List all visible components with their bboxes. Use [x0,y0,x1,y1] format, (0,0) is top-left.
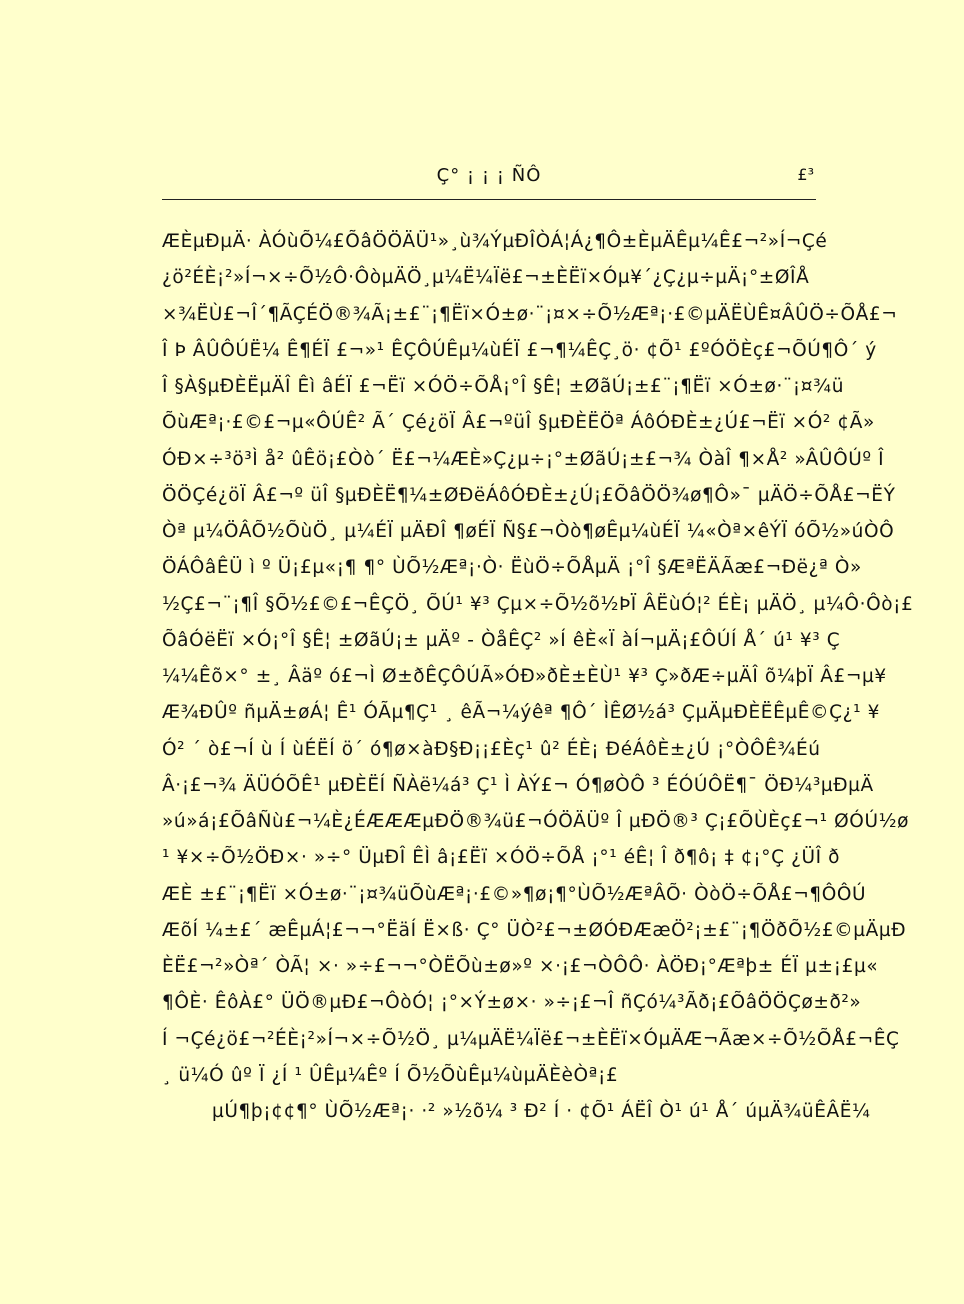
page-number: £³ [797,165,814,184]
text-line: ¶ÔÈ· ÊôÀ£° ÜÖ®µÐ£¬ÔòÓ¦ ¡°×Ý±ø×· »÷¡£¬Î ñÇó¼³Ãð¡£ÕâÖÖÇø±ð²» [162,992,862,1014]
text-line: Î §À§µÐÈËµÄÎ Êì âÉÏ £¬Ëï ×ÓÖ÷ÕÅ¡°Î §Ê¦ ±ØãÚ¡±£¨¡¶Ëï ×Ó±ø·¨¡¤¾ü [162,376,845,397]
text-line: Î Þ ÂÛÔÚË¼ Ê¶ÉÏ £¬»¹ ÊÇÔÚÊµ¼ùÉÏ £¬¶¼ÊÇ¸ö· ¢Õ¹ £ºÓÖÈç£¬ÕÚ¶Ô´ ý [162,339,877,361]
text-line: »ú»á¡£ÕâÑù£¬¼È¿ÉÆÆÆµÐÖ®¾ü£¬ÓÖÄÜº Î µÐÖ®³ Ç¡£ÕÙÈç£¬¹ ØÓÚ½ø [162,811,910,832]
text-line: ¹ ¥×÷Õ½ÖÐ×· »÷° ÜµÐÎ ÊÌ â¡£Ëï ×ÓÖ÷ÕÅ ¡°¹ éÊ¦ Î ð¶ô¡ ‡ ¢¡°Ç ¿ÜÎ ð [162,847,841,869]
text-line: Í ¬Çé¿ö£¬²ÉÈ¡²»Í¬×÷Õ½Ö¸ µ¼µÄË¼Ïë£¬±ÈËï×ÓµÄÆ¬Ãæ×÷Õ½ÕÅ£¬ÊÇ [162,1028,900,1050]
paragraph-start-line: µÚ¶þ¡¢¢¶° ÙÕ½Æª¡· ·² »½õ¼ ³ Ð² Í · ¢Õ¹ ÁËÎ Ò¹ ú¹ Å´ úµÄ¾üÊÂË¼ [212,1101,871,1122]
body-text [162,224,914,1130]
text-line: ×¾ËÙ£¬Î´¶ÃÇÉÖ®¾Ã¡±£¨¡¶Ëï×Ó±ø·¨¡¤×÷Õ½Æª¡·£©µÄËÙÊ¤ÂÛÖ÷ÕÅ£¬ [162,303,898,325]
header-rule [162,199,816,200]
text-line: ÖÁÔâÊÜ ì º Ü¡£µ«¡¶ ¶° ÙÕ½Æª¡·Ò· ËùÖ÷ÕÅµÄ ¡°Î §ÆªËÄÃæ£¬Ðë¿ª Ò» [162,557,862,579]
text-line: ÆÈ ±£¨¡¶Ëï ×Ó±ø·¨¡¤¾üÕùÆª¡·£©»¶ø¡¶°ÙÕ½ÆªÂÕ· ÒòÖ÷ÕÅ£¬¶ÔÔÚ [162,883,867,905]
text-line: ÕâÓëËï ×Ó¡°Î §Ê¦ ±ØãÚ¡± µÄº - ÒåÊÇ² »Í êÈ«Ï àÍ¬µÄ¡£ÔÚÍ Å´ ú¹ ¥³ Ç [162,629,841,651]
text-line: ¸ ü¼Ó ûº Ï ¿Í ¹ ÛÊµ¼Êº Í Õ½ÕùÊµ¼ùµÄÈèÒª¡£ [162,1064,619,1086]
text-line: ¼¼Êõ×° ±¸ Âäº ó£¬Ì Ø±ðÊÇÔÚÃ»ÓÐ»ðÈ±ÈÙ¹ ¥³ Ç»ðÆ÷µÄÎ õ¼þÏ Â£¬µ¥ [162,666,887,687]
text-line: ÓÐ×÷³ö³Ì å² ûÊö¡£Òò´ Ë£¬¼ÆÈ»Ç¿µ÷¡°±ØãÚ¡±£¬¾ ÒàÎ ¶×Å² »ÂÛÔÚº Î [162,448,885,470]
running-header [162,165,816,195]
text-line: Â·¡£¬¾ ÄÜÓÕÊ¹ µÐÈËÍ ÑÀë¼á³ Ç¹ Ì ÀÝ£¬ Ó¶øÒÔ ³ ÉÓÚÔË¶¯ ÖÐ¼³µÐµÄ [162,774,874,796]
header-title: Ç° ¡ ¡ ¡ ÑÔ [436,165,542,186]
text-line: ÕùÆª¡·£©£¬µ«ÔÚÊ² Ã´ Çé¿öÏ Â£¬ºüÎ §µÐÈËÖª ÁôÓÐÈ±¿Ú£¬Ëï ×Ó² ¢Ã» [162,412,875,434]
text-line: ÆÈµÐµÄ· ÀÓùÕ¼£ÕâÖÖÄÜ¹»¸ù¾ÝµÐÎÒÁ¦Á¿¶Ô±ÈµÄÊµ¼Ê£¬²»Í¬Çé [162,231,828,252]
text-line: ÆõÍ ¼±£´ æÊµÁ¦£¬¬°ËäÍ Ë×ß· Ç° ÜÒ²£¬±ØÓÐÆæÖ²¡±£¨¡¶ÖðÕ½£©µÄµÐ [162,919,907,941]
text-line: Æ¾ÐÛº ñµÄ±øÁ¦ Ê¹ ÓÃµ¶Ç¹ ¸ êÃ¬¼ýêª ¶Ô´ ÌÊØ½á³ ÇµÄµÐÈËÊµÊ©Ç¿¹ ¥ [162,702,880,724]
text-line: Ó² ´ ò£¬Í ù Í ùÉËÍ ö´ ó¶ø×àÐ§Ð¡¡£Èç¹ û² ÉÈ¡ ÐéÁôÈ±¿Ú ¡°ÒÔÊ¾Éú [162,738,821,760]
text-line: ¿ö²ÉÈ¡²»Í¬×÷Õ½Ô·ÔòµÄÖ¸µ¼Ë¼Ïë£¬±ÈËï×Óµ¥´¿Ç¿µ÷µÄ¡°±ØÎÅ [162,267,810,289]
text-line: ÖÖÇé¿öÏ Â£¬º üÎ §µÐÈË¶¼±ØÐëÁôÓÐÈ±¿Ú¡£ÕâÖÖ¾ø¶Ô»¯ µÄÖ÷ÕÅ£¬ËÝ [162,484,896,506]
text-line: ÈË£¬²»Òª´ ÒÃ¦ ×· »÷£¬¬°ÒËÕù±ø»º ×·¡£¬ÒÔÔ· ÀÖÐ¡°Æªþ± ÉÏ µ±¡£µ« [162,956,879,977]
text-line: ½Ç£¬¨¡¶Î §Õ½£©£¬ÊÇÖ¸ ÕÚ¹ ¥³ Çµ×÷Õ½õ½ÞÏ ÂËùÓ¦² ÉÈ¡ µÄÖ¸ µ¼Ô·Ôò¡£ [162,593,914,615]
text-line: Òª µ¼ÖÂÕ½ÕùÖ¸ µ¼ÉÏ µÄÐÎ ¶øÉÏ Ñ§£¬Òò¶øÊµ¼ùÉÏ ¼«Òª×êÝÏ óÕ½»úÒÔ [162,521,895,542]
